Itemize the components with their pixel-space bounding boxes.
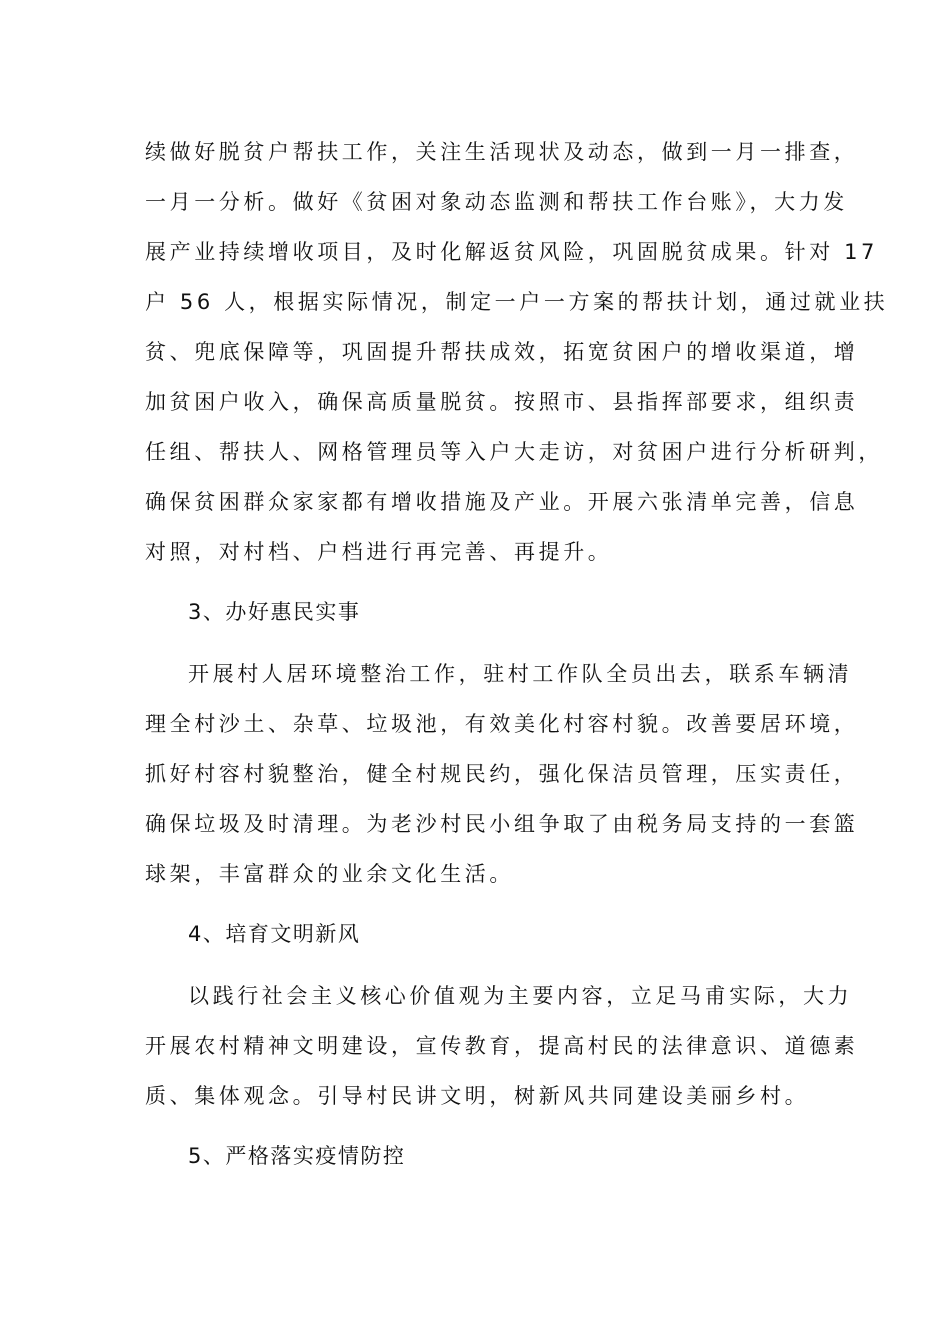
paragraph-line: 开展村人居环境整治工作，驻村工作队全员出去，联系车辆清 <box>188 662 853 686</box>
section-heading-3: 3、办好惠民实事 <box>188 600 361 624</box>
paragraph-line: 抓好村容村貌整治，健全村规民约，强化保洁员管理，压实责任， <box>145 762 859 786</box>
paragraph-line: 确保垃圾及时清理。为老沙村民小组争取了由税务局支持的一套篮 <box>145 812 859 836</box>
paragraph-line: 以践行社会主义核心价值观为主要内容，立足马甫实际，大力 <box>188 984 853 1008</box>
paragraph-line: 对照，对村档、户档进行再完善、再提升。 <box>145 540 613 564</box>
paragraph-line: 贫、兜底保障等，巩固提升帮扶成效，拓宽贫困户的增收渠道，增 <box>145 340 859 364</box>
paragraph-line: 质、集体观念。引导村民讲文明，树新风共同建设美丽乡村。 <box>145 1084 810 1108</box>
paragraph-line: 理全村沙土、杂草、垃圾池，有效美化村容村貌。改善要居环境， <box>145 712 859 736</box>
section-heading-5: 5、严格落实疫情防控 <box>188 1144 406 1168</box>
paragraph-line: 任组、帮扶人、网格管理员等入户大走访，对贫困户进行分析研判， <box>145 440 883 464</box>
paragraph-line: 确保贫困群众家家都有增收措施及产业。开展六张清单完善，信息 <box>145 490 859 514</box>
paragraph-line: 展产业持续增收项目，及时化解返贫风险，巩固脱贫成果。针对 17 <box>145 240 878 264</box>
paragraph-line: 续做好脱贫户帮扶工作，关注生活现状及动态，做到一月一排查， <box>145 140 859 164</box>
paragraph-line: 加贫困户收入，确保高质量脱贫。按照市、县指挥部要求，组织责 <box>145 390 859 414</box>
paragraph-line: 开展农村精神文明建设，宣传教育，提高村民的法律意识、道德素 <box>145 1034 859 1058</box>
paragraph-line: 一月一分析。做好《贫困对象动态监测和帮扶工作台账》，大力发 <box>145 190 848 214</box>
paragraph-line: 户 56 人，根据实际情况，制定一户一方案的帮扶计划，通过就业扶 <box>145 290 889 314</box>
section-heading-4: 4、培育文明新风 <box>188 922 361 946</box>
paragraph-line: 球架，丰富群众的业余文化生活。 <box>145 862 514 886</box>
